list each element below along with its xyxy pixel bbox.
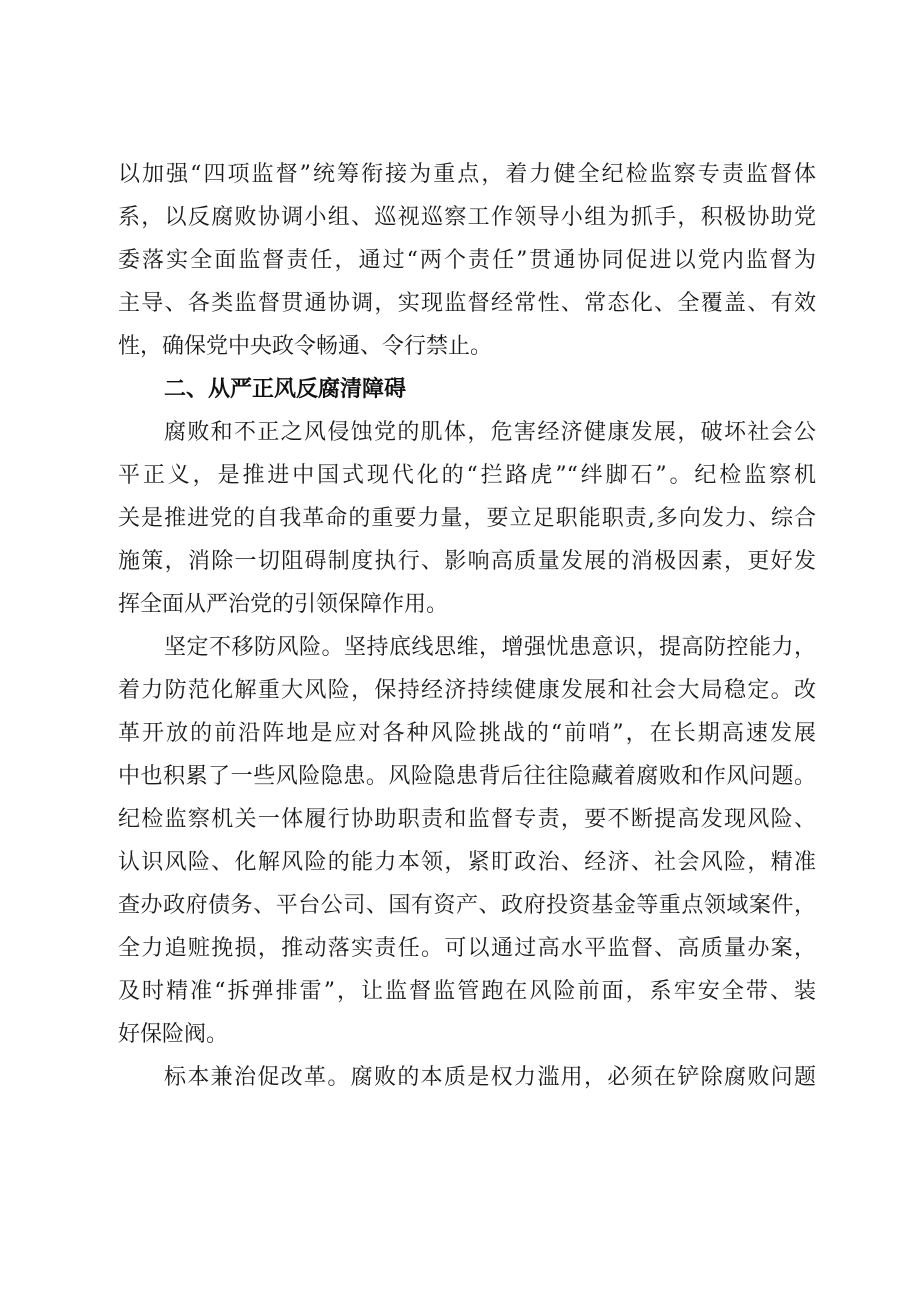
paragraph-4 [118,1056,816,1099]
text-line: 及时精准“拆弹排雷”，让监督监管跑在风险前面，系牢安全带、装 [118,979,816,1004]
text-line: 委落实全面监督责任，通过“两个责任”贯通协同促进以党内监督为 [118,248,816,273]
text-line: 主导、各类监督贯通协调，实现监督经常性、常态化、全覆盖、有效 [118,291,816,316]
paragraph-3 [118,626,816,1056]
text-line: 革开放的前沿阵地是应对各种风险挑战的“前哨”，在长期高速发展 [118,721,816,746]
paragraph-2 [118,411,816,626]
paragraph-1 [118,153,816,368]
text-line: 施策，消除一切阻碍制度执行、影响高质量发展的消极因素，更好发 [118,549,816,574]
text-line: 纪检监察机关一体履行协助职责和监督专责，要不断提高发现风险、 [118,807,816,832]
text-line: 性，确保党中央政令畅通、令行禁止。 [118,334,493,359]
document-page [118,153,816,1099]
text-line: 平正义，是推进中国式现代化的“拦路虎”“绊脚石”。纪检监察机 [118,463,816,488]
text-line: 关是推进党的自我革命的重要力量，要立足职能职责,多向发力、综合 [118,506,816,531]
text-line: 查办政府债务、平台公司、国有资产、政府投资基金等重点领域案件， [118,893,816,918]
text-line: 认识风险、化解风险的能力本领，紧盯政治、经济、社会风险，精准 [118,850,816,875]
text-line: 系，以反腐败协调小组、巡视巡察工作领导小组为抓手，积极协助党 [118,205,816,230]
text-line: 坚定不移防风险。坚持底线思维，增强忧患意识，提高防控能力， [164,635,816,660]
text-line: 好保险阀。 [118,1022,229,1047]
text-line: 全力追赃挽损，推动落实责任。可以通过高水平监督、高质量办案， [118,936,816,961]
text-line: 标本兼治促改革。腐败的本质是权力滥用，必须在铲除腐败问题 [164,1065,816,1090]
section-heading: 二、从严正风反腐清障碍 [164,377,407,402]
text-line: 着力防范化解重大风险，保持经济持续健康发展和社会大局稳定。改 [118,678,816,703]
text-line: 腐败和不正之风侵蚀党的肌体，危害经济健康发展，破坏社会公 [164,420,816,445]
text-line: 挥全面从严治党的引领保障作用。 [118,592,449,617]
text-line: 中也积累了一些风险隐患。风险隐患背后往往隐藏着腐败和作风问题。 [118,764,816,789]
text-line: 以加强“四项监督”统筹衔接为重点，着力健全纪检监察专责监督体 [118,162,816,187]
